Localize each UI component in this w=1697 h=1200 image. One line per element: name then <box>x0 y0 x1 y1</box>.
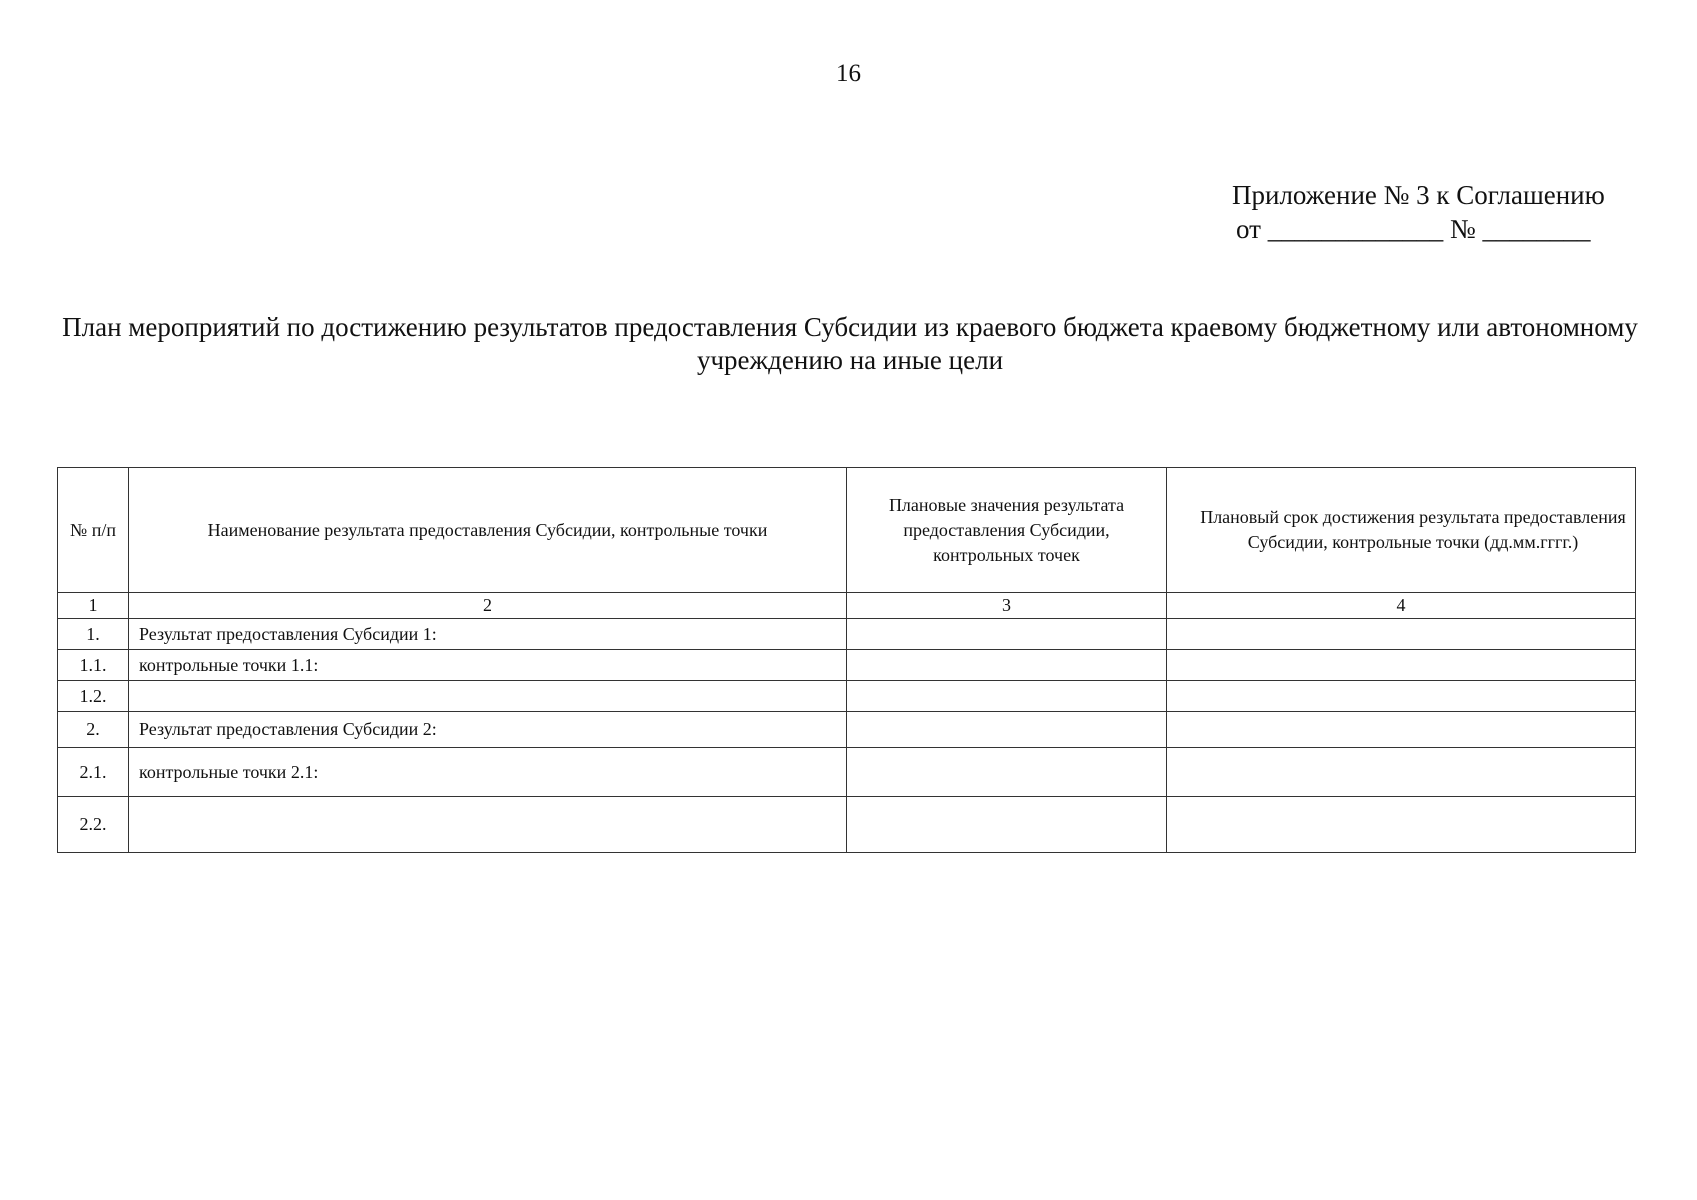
header-planned-date: Плановый срок достижения результата предоставления Субсидии, контрольные точки (дд.мм.гггг.) <box>1167 468 1636 593</box>
row-planned-date <box>1167 650 1636 681</box>
column-number: 3 <box>847 593 1167 619</box>
column-number: 1 <box>58 593 129 619</box>
table-row <box>58 748 1636 797</box>
row-number: 2.1. <box>58 748 129 797</box>
row-name <box>129 797 847 853</box>
row-planned-value <box>847 712 1167 748</box>
table-row <box>58 712 1636 748</box>
column-number-row <box>58 593 1636 619</box>
table-header-row <box>58 468 1636 593</box>
row-planned-date <box>1167 748 1636 797</box>
page-number: 16 <box>836 60 861 87</box>
row-name: Результат предоставления Субсидии 2: <box>129 712 847 748</box>
row-number: 2.2. <box>58 797 129 853</box>
row-number: 2. <box>58 712 129 748</box>
row-planned-date <box>1167 619 1636 650</box>
document-title: План мероприятий по достижению результатов предоставления Субсидии из краевого бюджета краевому бюджетному или автономному учреждению на иные цели <box>62 312 1638 375</box>
row-name <box>129 681 847 712</box>
row-planned-value <box>847 681 1167 712</box>
header-name: Наименование результата предоставления Субсидии, контрольные точки <box>129 468 847 593</box>
row-name: контрольные точки 2.1: <box>129 748 847 797</box>
row-planned-value <box>847 619 1167 650</box>
table-row <box>58 797 1636 853</box>
appendix-reference <box>1232 178 1605 246</box>
column-number: 2 <box>129 593 847 619</box>
appendix-date-number: от _____________ № ________ <box>1236 214 1591 244</box>
row-planned-value <box>847 650 1167 681</box>
row-number: 1.1. <box>58 650 129 681</box>
row-planned-date <box>1167 681 1636 712</box>
header-number: № п/п <box>58 468 129 593</box>
header-planned-values: Плановые значения результата предоставления Субсидии, контрольных точек <box>847 468 1167 593</box>
row-planned-value <box>847 797 1167 853</box>
row-name: контрольные точки 1.1: <box>129 650 847 681</box>
column-number: 4 <box>1167 593 1636 619</box>
row-number: 1. <box>58 619 129 650</box>
row-planned-value <box>847 748 1167 797</box>
plan-table <box>57 467 1636 853</box>
table-row <box>58 650 1636 681</box>
row-name: Результат предоставления Субсидии 1: <box>129 619 847 650</box>
table-row <box>58 681 1636 712</box>
row-planned-date <box>1167 797 1636 853</box>
appendix-title: Приложение № 3 к Соглашению <box>1232 180 1605 210</box>
row-planned-date <box>1167 712 1636 748</box>
row-number: 1.2. <box>58 681 129 712</box>
table-row <box>58 619 1636 650</box>
